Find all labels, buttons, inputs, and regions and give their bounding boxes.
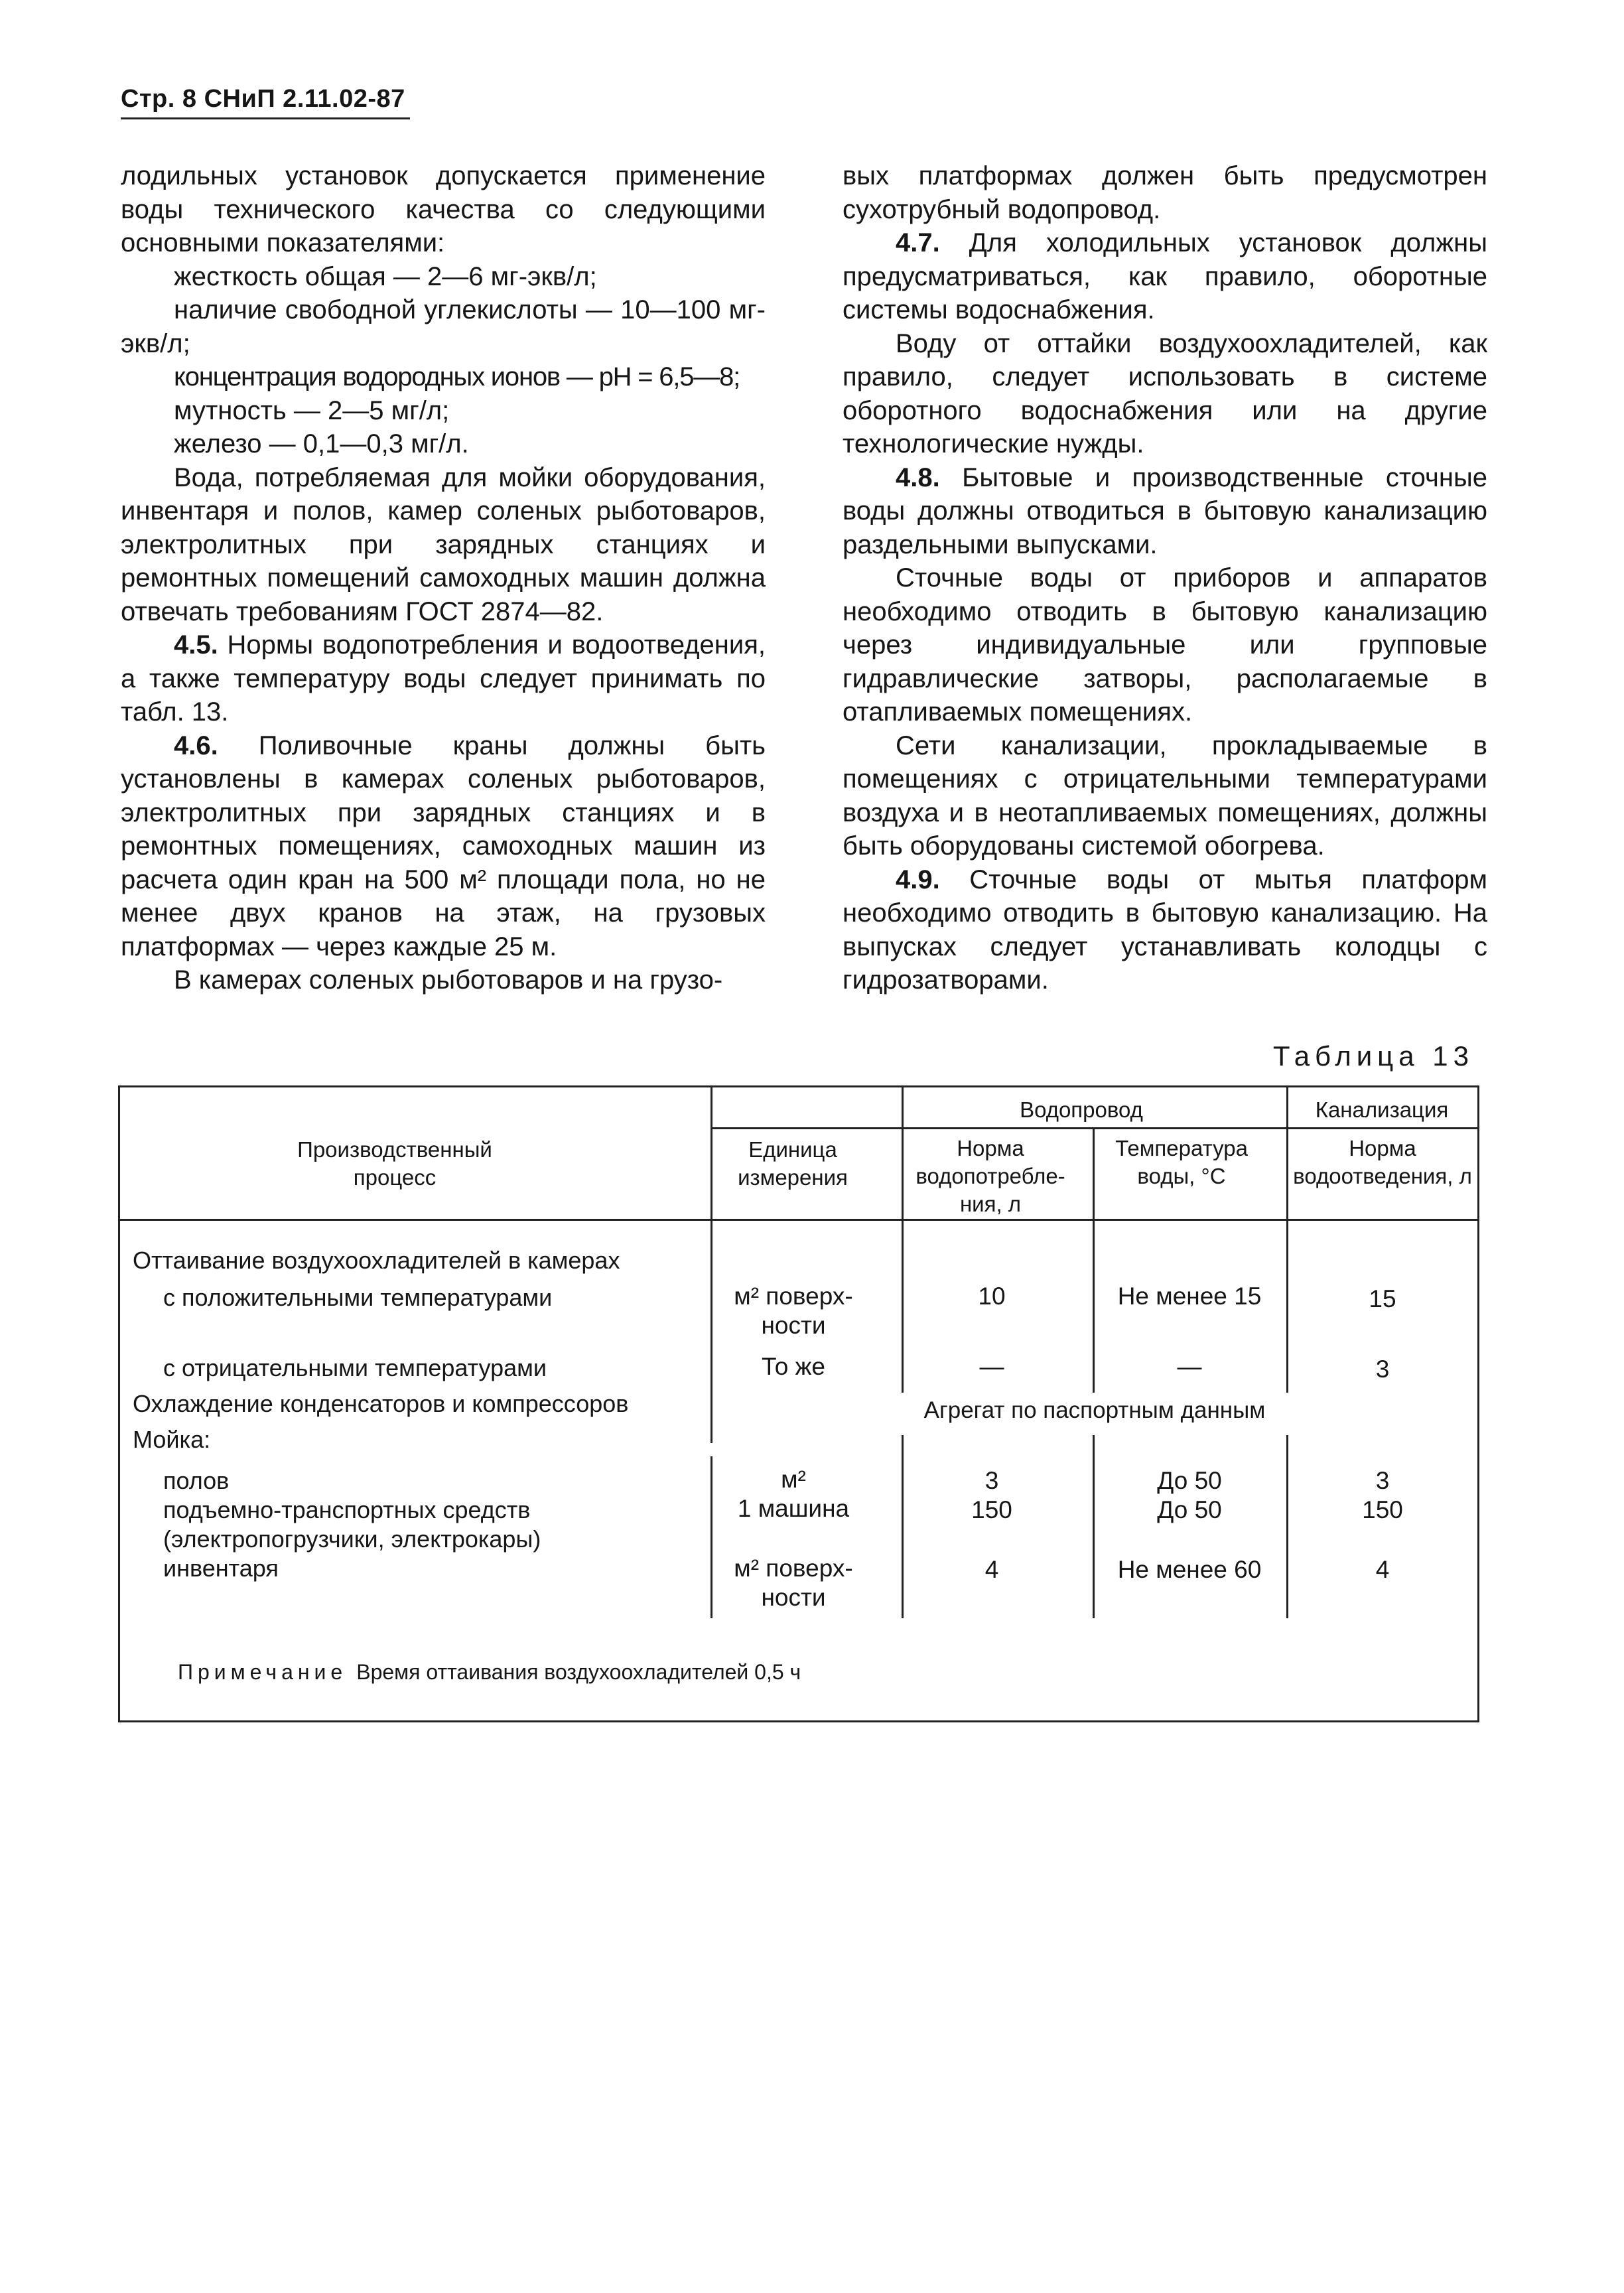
row-consumption: 150 xyxy=(971,1496,1012,1523)
right-text-column xyxy=(843,159,1487,997)
paragraph-text: Поливочные краны должны быть установлены в камерах соленых рыботоваров, электролитных при зарядных станциях и в ремонтных помещениях, самоходных машин из расчета один кран на 500 м² площади пола, но не менее двух кранов на этаж, на грузовых платформах — через каждые 25 м. xyxy=(121,730,766,961)
paragraph: мутность — 2—5 мг/л; xyxy=(174,395,450,425)
paragraph: Воду от оттайки воздухоохладителей, как правило, следует использовать в системе оборотного водоснабжения или на другие технологические нужды. xyxy=(843,328,1487,458)
table-title: Таблица 13 xyxy=(1272,1040,1474,1072)
paragraph-text: Нормы водопотребления и водоотведения, а также температуру воды следует принимать по табл. 13. xyxy=(121,630,766,727)
column-divider xyxy=(710,1087,712,1220)
row-process: Мойка: xyxy=(133,1426,211,1453)
note-label: Примечание xyxy=(178,1660,348,1684)
paragraph: Сети канализации, прокладываемые в помещениях с отрицательными температурами воздуха и в неотапливаемых помещениях, должны быть оборудованы системой обогрева. xyxy=(843,730,1487,861)
note-text: Время оттаивания воздухоохладителей 0,5 ч xyxy=(356,1660,801,1684)
row-consumption: 4 xyxy=(984,1556,999,1583)
header-unit: Единица измерения xyxy=(738,1137,848,1190)
paragraph: концентрация водородных ионов — pH = 6,5—8; xyxy=(174,362,740,391)
header-water-supply: Водопровод xyxy=(1020,1097,1143,1122)
row-disposal: 15 xyxy=(1369,1285,1396,1312)
row-disposal: 4 xyxy=(1375,1556,1390,1583)
row-temperature: До 50 xyxy=(1157,1496,1222,1523)
row-unit: м² поверх-ности xyxy=(734,1555,853,1611)
section-number: 4.9. xyxy=(896,865,940,894)
paragraph: железо — 0,1—0,3 мг/л. xyxy=(174,429,469,458)
row-unit: 1 машина xyxy=(737,1495,850,1522)
column-divider xyxy=(710,1220,712,1443)
table-note xyxy=(178,1660,801,1685)
column-divider xyxy=(1093,1129,1095,1220)
paragraph: жесткость общая — 2—6 мг-экв/л; xyxy=(174,261,597,291)
paragraph-text: Бытовые и производственные сточные воды должны отводиться в бытовую канализацию раздельными выпусками. xyxy=(843,462,1487,559)
paragraph: В камерах соленых рыботоваров и на грузо- xyxy=(174,965,723,995)
header-process: Производственный процесс xyxy=(297,1137,492,1190)
row-consumption: — xyxy=(979,1353,1004,1380)
header-bottom-line xyxy=(120,1219,1477,1221)
paragraph-text: Для холодильных установок должны предусматриваться, как правило, оборотные системы водоснабжения. xyxy=(843,228,1487,324)
row-disposal: 150 xyxy=(1362,1496,1403,1523)
header-temperature: Температура воды, °С xyxy=(1115,1136,1248,1188)
paragraph: наличие свободной углекислоты — 10—100 мг-экв/л; xyxy=(121,295,766,358)
paragraph-text: Сточные воды от мытья платформ необходимо отводить в бытовую канализацию. На выпусках следует устанавливать колодцы с гидрозатворами. xyxy=(843,865,1487,995)
section-number: 4.5. xyxy=(174,630,218,660)
left-text-column xyxy=(121,159,766,997)
header-disposal: Норма водоотведения, л xyxy=(1293,1136,1472,1188)
section-number: 4.7. xyxy=(896,228,940,257)
page-header: Стр. 8 СНиП 2.11.02-87 xyxy=(121,85,410,119)
row-consumption: 10 xyxy=(978,1283,1006,1310)
row-temperature: Не менее 15 xyxy=(1117,1283,1262,1310)
row-consumption: 3 xyxy=(984,1467,999,1494)
paragraph xyxy=(843,863,1487,997)
paragraph xyxy=(121,628,766,729)
row-temperature: — xyxy=(1177,1353,1202,1380)
group-header-line xyxy=(712,1127,1477,1129)
row-unit: м² xyxy=(781,1466,806,1493)
row-unit: То же xyxy=(762,1353,825,1380)
column-divider xyxy=(1093,1435,1095,1618)
header-consumption: Норма водопотребле-ния, л xyxy=(915,1136,1065,1216)
paragraph: Вода, потребляемая для мойки оборудования, инвентаря и полов, камер соленых рыботоваров, электролитных при зарядных станциях и ремонтных помещений самоходных машин должна отвечать требованиям ГОСТ 2874—82. xyxy=(121,462,766,626)
row-temperature: До 50 xyxy=(1157,1467,1222,1494)
paragraph: лодильных установок допускается применение воды технического качества со следующими основными показателями: xyxy=(121,161,766,257)
merged-cell: Агрегат по паспортным данным xyxy=(923,1397,1266,1423)
column-divider xyxy=(1286,1435,1288,1618)
section-number: 4.6. xyxy=(174,730,218,760)
paragraph xyxy=(843,226,1487,327)
row-process: Оттаивание воздухоохладителей в камерах xyxy=(133,1247,620,1274)
row-process: с положительными температурами xyxy=(163,1284,553,1311)
paragraph xyxy=(121,729,766,964)
paragraph: Сточные воды от приборов и аппаратов необходимо отводить в бытовую канализацию через индивидуальные или групповые гидравлические затворы, располагаемые в отапливаемых помещениях. xyxy=(843,563,1487,727)
row-disposal: 3 xyxy=(1375,1467,1390,1494)
row-process: полов xyxy=(163,1467,230,1494)
column-divider xyxy=(710,1456,712,1618)
row-process: с отрицательными температурами xyxy=(163,1354,547,1381)
row-unit: м² поверх-ности xyxy=(734,1283,853,1339)
row-process: Охлаждение конденсаторов и компрессоров xyxy=(133,1390,629,1417)
paragraph xyxy=(843,461,1487,562)
header-sewerage: Канализация xyxy=(1315,1097,1449,1122)
row-process: подъемно-транспортных средств (электропогрузчики, электрокары) xyxy=(163,1496,541,1553)
row-disposal: 3 xyxy=(1375,1355,1390,1383)
row-temperature: Не менее 60 xyxy=(1117,1556,1262,1583)
section-number: 4.8. xyxy=(896,462,940,492)
column-divider xyxy=(902,1435,904,1618)
row-process: инвентаря xyxy=(163,1555,279,1582)
paragraph: вых платформах должен быть предусмотрен сухотрубный водопровод. xyxy=(843,161,1487,224)
